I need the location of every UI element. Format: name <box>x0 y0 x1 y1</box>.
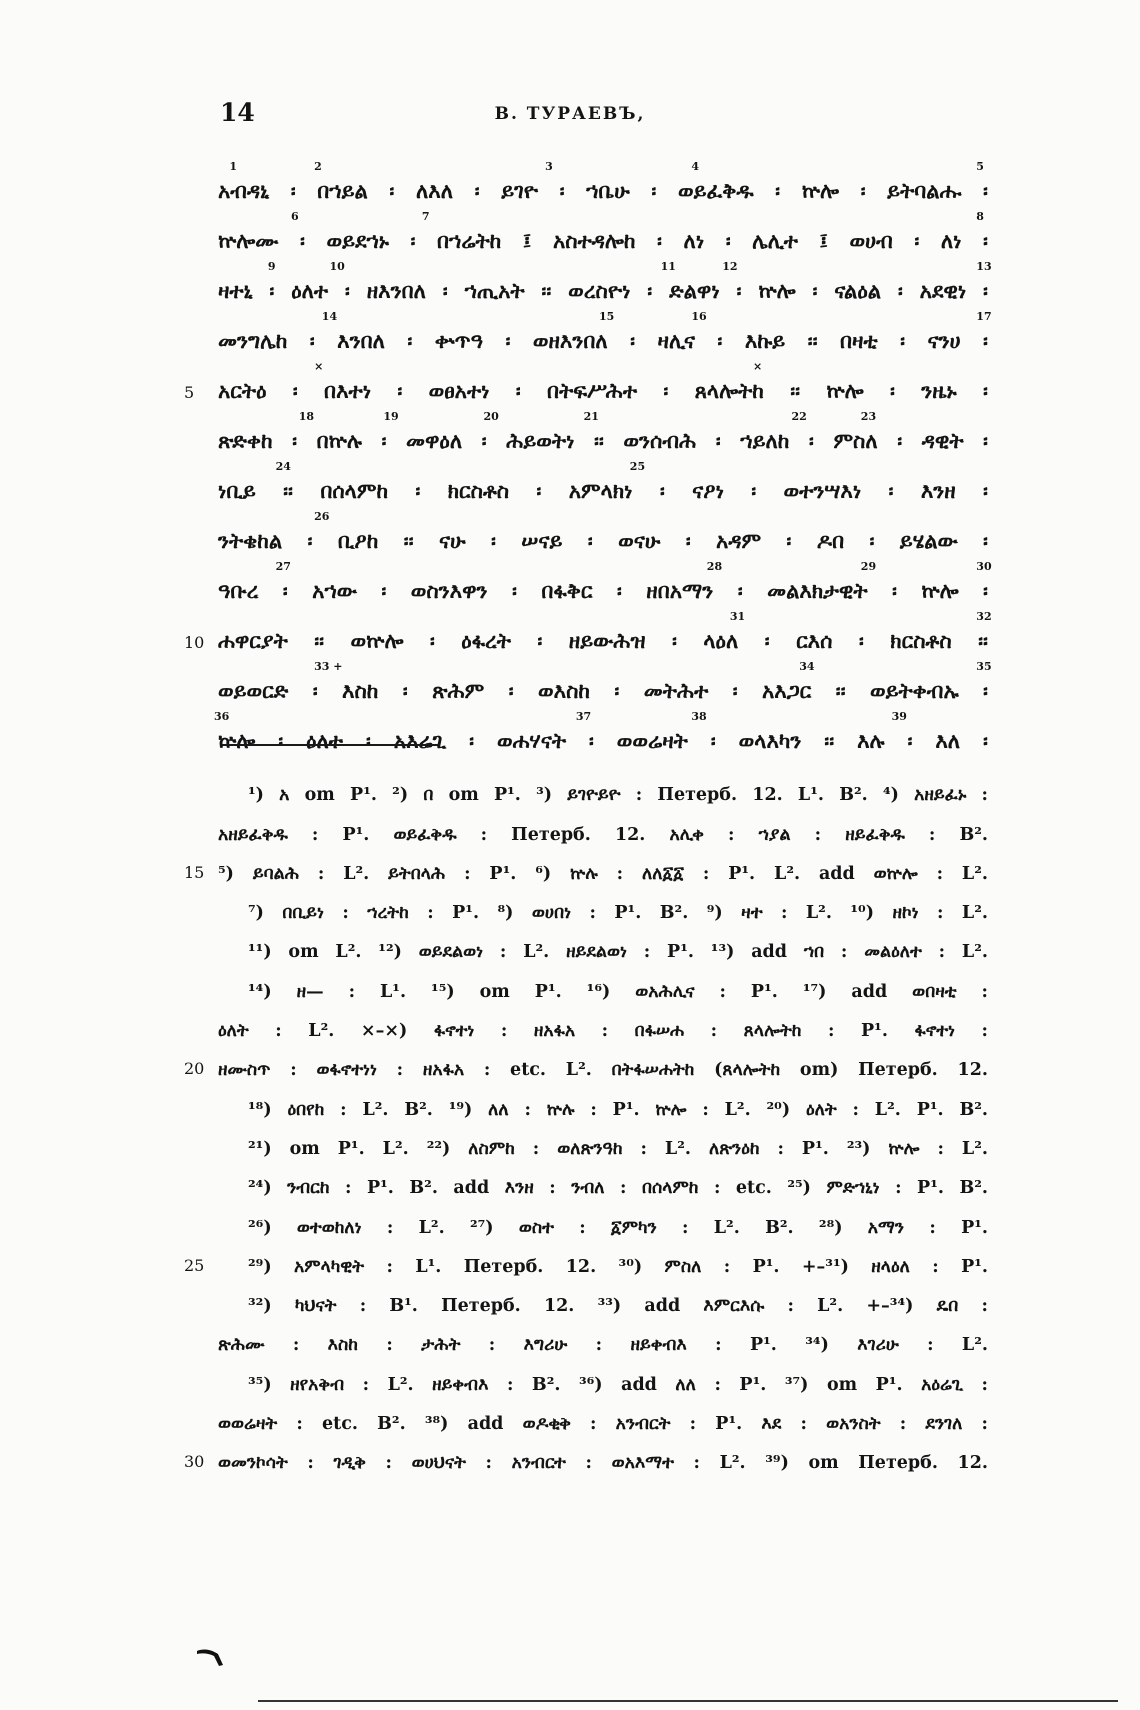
apparatus-line <box>184 1440 988 1479</box>
note-reference: 10 <box>329 260 345 273</box>
apparatus-note-text: ³⁵) ዘየአቅብ : L². ዘይቀብእ : B². ³⁶) add ለለ : P¹. ³⁷) om P¹. አዕሬጊ : <box>248 1374 988 1395</box>
note-reference: 12 <box>722 260 738 273</box>
line-number: 10 <box>184 633 205 652</box>
note-reference: 29 <box>860 560 877 573</box>
apparatus-note-text: ዕለት : L². ×–×) ፋኖተነ : ዘአፋአ : በፋሠሐ : ጸላሎትከ : P¹. ፋኖተነ : <box>218 1021 988 1042</box>
note-reference-row <box>218 160 988 176</box>
note-reference: 15 <box>599 310 615 323</box>
apparatus-line <box>218 1361 988 1400</box>
text-line <box>218 160 988 210</box>
note-reference-row <box>218 360 988 376</box>
note-reference-row <box>218 260 992 276</box>
ethiopic-text-line: ነቢይ ፡፡ በሰላምከ ፡ ክርስቶስ ፡ አምላክነ ፡ ናዖነ ፡ ወተንሣእነ ፡ እንዘ ፡ <box>218 478 988 503</box>
note-reference-row <box>218 460 988 476</box>
apparatus-note-text: አዘይፈቅዱ : P¹. ወይፈቅዱ : Петерб. 12. አሊቀ : ኀያል : ዘይፈቅዱ : B². <box>218 824 988 845</box>
apparatus-note-text: ¹⁴) ዘ— : L¹. ¹⁵) om P¹. ¹⁶) ወአሕሊና : P¹. ¹⁷) add ወበዛቲ : <box>248 981 988 1002</box>
apparatus-line <box>218 1086 988 1125</box>
apparatus-note-text: ወመንኮሳት : ገዲቅ : ወሀህናት : አንብርተ : ወአእማተ : L². ³⁹) om Петерб. 12. <box>218 1453 988 1474</box>
ethiopic-text-line: ዛተኒ ፡ ዕለተ ፡ ዘእንበለ ፡ ኀጢአት ፡፡ ወረስዮነ ፡ ድልዋነ ፡ ኵሎ ፡ ናልዕል ፡ አደዊነ ፡ <box>218 278 988 303</box>
note-reference: 16 <box>691 310 707 323</box>
line-number: 20 <box>184 1059 205 1079</box>
apparatus-note-text: ²⁶) ወተወከለነ : L². ²⁷) ወስተ : ፩ምካን : L². B². ²⁸) አማን : P¹. <box>248 1217 988 1238</box>
apparatus-note-text: ¹⁸) ዕበየከ : L². B². ¹⁹) ለለ : ኵሉ : P¹. ኵሎ : L². ²⁰) ዕለት : L². P¹. B². <box>248 1099 988 1120</box>
note-reference-row <box>214 710 988 726</box>
note-reference-row <box>218 560 992 576</box>
text-line <box>218 410 988 460</box>
ethiopic-text-line: ኵሎ ፡ ዕለተ ፡ አእሬጊ ፡ ወሐሃናት ፡ ወወሬዛት ፡ ወላእካን ፡፡ እሉ ፡ እለ ፡ <box>218 728 988 753</box>
note-reference: 11 <box>660 260 676 273</box>
ethiopic-text-line: መንግሌከ ፡ እንበለ ፡ ቍጥዓ ፡ ወዘእንበለ ፡ ዛሊና ፡ እኩይ ፡፡ በዛቲ ፡ ናንሀ ፡ <box>218 328 988 353</box>
text-line <box>218 460 988 510</box>
printer-mark <box>196 1645 226 1667</box>
note-reference: 26 <box>314 510 330 523</box>
note-reference: 17 <box>976 310 992 323</box>
apparatus-line <box>218 772 988 811</box>
note-reference: 25 <box>629 460 646 473</box>
note-reference: 31 <box>729 610 746 623</box>
note-reference: 36 <box>214 710 230 723</box>
note-reference: 1 <box>229 160 238 173</box>
apparatus-note-text: ³²) ካህናት : B¹. Петерб. 12. ³³) add እምርእሱ : L². +–³⁴) ዴበ : <box>248 1296 988 1317</box>
apparatus-line <box>218 968 988 1007</box>
apparatus-note-text: ²⁹) አምላካዊት : L¹. Петерб. 12. ³⁰) ምስለ : P¹. +–³¹) ዘላዕለ : P¹. <box>248 1256 988 1277</box>
running-head: В. ТУРАЕВЪ, <box>494 104 646 124</box>
apparatus-line <box>218 890 988 929</box>
note-reference: 13 <box>976 260 992 273</box>
apparatus-note-text: ²¹) om P¹. L². ²²) ለስምከ : ወለጽንዓከ : L². ለጽንዕከ : P¹. ²³) ኵሎ : L². <box>248 1138 988 1159</box>
apparatus-note-text: ¹¹) om L². ¹²) ወይደልወነ : L². ዘይደልወነ : P¹. ¹³) add ኀበ : መልዕለተ : L². <box>248 942 988 963</box>
scan-edge-line <box>258 1700 1118 1702</box>
apparatus-note-text: ዘሙስጥ : ወፋኖተነነ : ዘአፋአ : etc. L². በትፋሠሐትከ (ጸላሎትከ om) Петерб. 12. <box>218 1060 988 1081</box>
apparatus-note-text: ጽሕሙ : እስከ : ታሕት : እግሪሁ : ዘይቀብእ : P¹. ³⁴) እገሪሁ : L². <box>218 1335 988 1356</box>
ethiopic-text-line: ንትቄከል ፡ ቢዖከ ፡፡ ናሁ ፡ ሠናይ ፡ ወናሁ ፡ አዳም ፡ ዶበ ፡ ይሄልው ፡ <box>218 528 988 553</box>
note-reference-row <box>218 510 988 526</box>
ethiopic-text-line: አርትዕ ፡ በእተነ ፡ ወፀአተነ ፡ በትፍሥሕተ ፡ ጸላሎትከ ፡፡ ኵሎ ፡ ንዜኑ ፡ <box>218 378 988 403</box>
apparatus-note-text: ¹) አ om P¹. ²) በ om P¹. ³) ይገዮይዮ : Петерб. 12. L¹. B². ⁴) አዘይፈኑ : <box>248 785 988 806</box>
line-number: 25 <box>184 1255 205 1275</box>
ethiopic-text-line: ወይወርድ ፡ እስከ ፡ ጽሕም ፡ ወእስከ ፡ መትሕተ ፡ አእጋር ፡፡ ወይትቀብኡ ፡ <box>218 678 988 703</box>
apparatus-line <box>184 851 988 890</box>
note-reference: 21 <box>583 410 599 423</box>
note-reference: 2 <box>314 160 322 173</box>
note-reference: 33 + <box>314 660 343 673</box>
apparatus-line <box>218 1008 988 1047</box>
ethiopic-text-line: ሐዋርያት ፡፡ ወኵሎ ፡ ዕፋረት ፡ ዘይውሕዝ ፡ ላዕለ ፡ ርእሰ ፡ ክርስቶስ ፡፡ <box>218 628 988 653</box>
note-reference: 5 <box>976 160 984 173</box>
note-reference: 20 <box>483 410 499 423</box>
main-text <box>184 160 992 760</box>
critical-apparatus <box>184 772 988 1479</box>
note-reference: 4 <box>691 160 700 173</box>
apparatus-line <box>218 1126 988 1165</box>
note-reference: 9 <box>267 260 276 273</box>
note-reference: 18 <box>298 410 314 423</box>
apparatus-note-text: ⁵) ይባልሕ : L². ይትበላሕ : P¹. ⁶) ኵሉ : ለለ፩፩ : P¹. L². add ወኵሎ : L². <box>218 863 988 884</box>
line-number: 15 <box>184 862 205 882</box>
note-reference: 3 <box>545 160 553 173</box>
note-reference-row <box>218 210 988 226</box>
text-line <box>218 310 992 360</box>
note-reference: 24 <box>275 460 291 473</box>
note-reference: × <box>314 360 324 373</box>
footnote-rule <box>222 744 440 746</box>
page-number: 14 <box>220 98 255 127</box>
note-reference: 19 <box>383 410 399 423</box>
apparatus-line <box>218 929 988 968</box>
apparatus-line <box>218 1322 988 1361</box>
apparatus-line <box>218 1165 988 1204</box>
apparatus-line <box>218 1283 988 1322</box>
ethiopic-text-line: ኵሎሙ ፡ ወይደኀኑ ፡ በኀሬትከ ፤ አስተዳሎከ ፡ ለነ ፡ ሌሊተ ፤ ወሀብ ፡ ለነ ፡ <box>218 228 988 253</box>
note-reference: 6 <box>291 210 299 223</box>
note-reference: 22 <box>791 410 807 423</box>
apparatus-line <box>184 1244 988 1283</box>
ethiopic-text-line: ዓቡረ ፡ አኀው ፡ ወስንእዋን ፡ በፋቅር ፡ ዘበአማን ፡ መልእክታዊት ፡ ኵሎ ፡ <box>218 578 988 603</box>
note-reference: 39 <box>891 710 907 723</box>
note-reference: 28 <box>706 560 723 573</box>
apparatus-note-text: ⁷) በቢይነ : ኀረትከ : P¹. ⁸) ወሀበነ : P¹. B². ⁹) ዛተ : L². ¹⁰) ዘኮነ : L². <box>248 903 988 924</box>
note-reference: 34 <box>799 660 815 673</box>
note-reference-row <box>218 610 992 626</box>
text-line <box>218 560 992 610</box>
apparatus-line <box>218 1401 988 1440</box>
text-line <box>214 710 988 760</box>
note-reference: 23 <box>860 410 877 423</box>
text-line <box>184 610 992 660</box>
ethiopic-text-line: አብዳኒ ፡ በኀይል ፡ ለእለ ፡ ይገዮ ፡ ኀቤሁ ፡ ወይፈቅዱ ፡ ኵሎ ፡ ይትባልሑ ፡ <box>218 178 988 203</box>
note-reference: 35 <box>976 660 992 673</box>
note-reference: 14 <box>321 310 338 323</box>
note-reference: × <box>753 360 763 373</box>
apparatus-note-text: ²⁴) ንብርከ : P¹. B². add እንዘ : ንብለ : በሰላምከ : etc. ²⁵) ምድኀኒነ : P¹. B². <box>248 1178 988 1199</box>
apparatus-line <box>218 1204 988 1243</box>
text-line <box>184 360 988 410</box>
note-reference: 37 <box>575 710 592 723</box>
text-line <box>218 260 992 310</box>
apparatus-note-text: ወወሬዛት : etc. B². ³⁸) add ወዶቂቅ : አንብርት : P¹. እደ : ወአንስት : ደንገለ : <box>218 1414 988 1435</box>
apparatus-line <box>184 1047 988 1086</box>
line-number: 30 <box>184 1452 205 1472</box>
apparatus-line <box>218 811 988 850</box>
note-reference-row <box>218 410 988 426</box>
note-reference-row <box>218 660 992 676</box>
text-line <box>218 660 992 710</box>
ethiopic-text-line: ጽድቀከ ፡ በኵሉ ፡ መዋዕለ ፡ ሕይወትነ ፡፡ ወንሰብሕ ፡ ኀይለከ ፡ ምስለ ፡ ዳዊት ፡ <box>218 428 988 453</box>
note-reference: 30 <box>976 560 992 573</box>
text-line <box>218 210 988 260</box>
note-reference: 32 <box>976 610 992 623</box>
note-reference: 8 <box>976 210 984 223</box>
note-reference-row <box>218 310 992 326</box>
note-reference: 27 <box>275 560 291 573</box>
note-reference: 38 <box>691 710 707 723</box>
text-line <box>218 510 988 560</box>
note-reference: 7 <box>421 210 430 223</box>
line-number: 5 <box>184 383 195 402</box>
